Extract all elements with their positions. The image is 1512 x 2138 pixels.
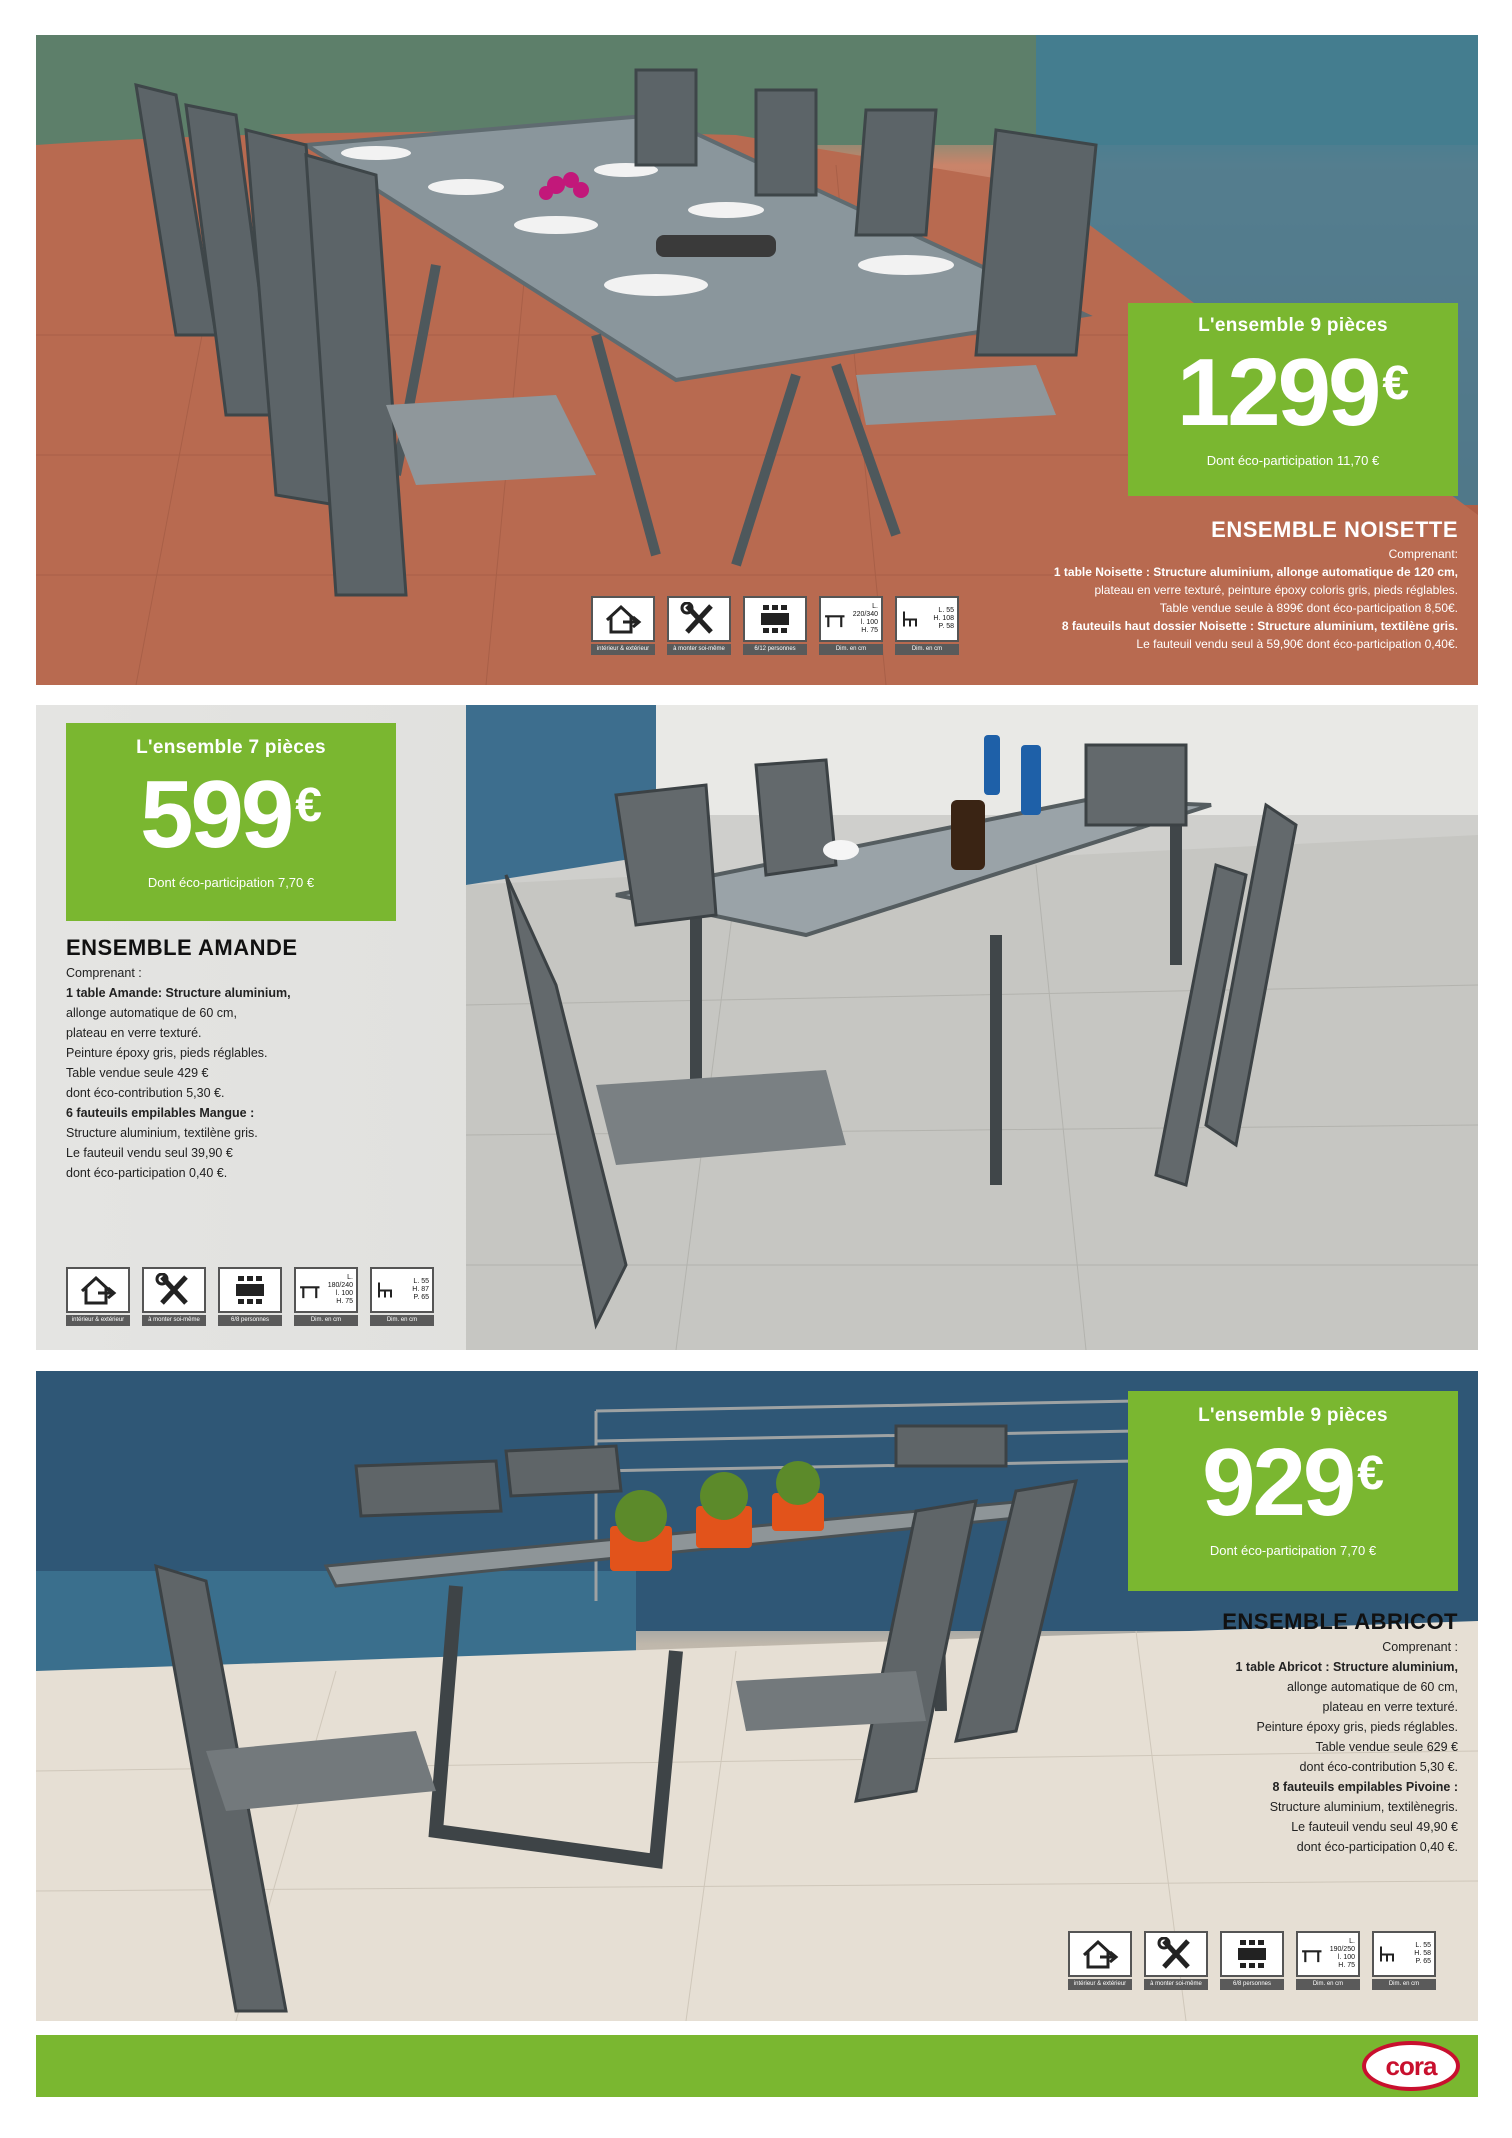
product-panel-amande (36, 705, 1478, 1350)
amande-currency: € (295, 778, 322, 832)
noisette-eco-participation: Dont éco-participation 11,70 € (1206, 453, 1380, 468)
abricot-price: 929€ (1202, 1429, 1384, 1536)
feature-self-assembly: à monter soi-même (1144, 1931, 1208, 1990)
amande-price-box (66, 723, 396, 921)
table-persons-icon (1232, 1937, 1272, 1971)
abricot-price-box (1128, 1391, 1458, 1591)
chair-dimensions-icon (900, 602, 920, 636)
amande-price-label: L'ensemble 7 pièces (136, 737, 326, 758)
amande-title: ENSEMBLE AMANDE (66, 935, 298, 960)
feature-indoor-outdoor: intérieur & extérieur (591, 596, 655, 655)
feature-table-dimensions: L. 180/240 l. 100 H. 75 Dim. en cm (294, 1267, 358, 1326)
feature-indoor-outdoor: intérieur & extérieur (1068, 1931, 1132, 1990)
amande-price: 599€ (140, 761, 322, 868)
noisette-description: Comprenant: 1 table Noisette : Structure aluminium, allonge automatique de 120 cm, plateau en verre texturé, peinture époxy coloris gris, pieds réglables. Table vendue seule à 899€ dont éco-participation 8,50€. 8 fauteuils haut dossier Noisette : Structure aluminium, textilène gris. Le fauteuil vendu seul à 59,90€ dont éco-participation 0,40€. (1053, 547, 1458, 651)
noisette-price: 1299€ (1176, 339, 1410, 446)
cora-logo[interactable] (1362, 2041, 1460, 2091)
abricot-eco-participation: Dont éco-participation 7,70 € (1209, 1543, 1377, 1558)
cora-logo-text: cora (1385, 2050, 1437, 2081)
feature-self-assembly: à monter soi-même (142, 1267, 206, 1326)
noisette-price-label: L'ensemble 9 pièces (1198, 315, 1388, 336)
feature-table-dimensions: L. 220/340 l. 100 H. 75 Dim. en cm (819, 596, 883, 655)
house-arrow-icon (78, 1273, 118, 1307)
chair-dimensions-icon (1377, 1937, 1397, 1971)
tools-icon (679, 602, 719, 636)
abricot-currency: € (1357, 1446, 1384, 1500)
abricot-title: ENSEMBLE ABRICOT (1222, 1609, 1458, 1634)
feature-persons: 6/8 personnes (218, 1267, 282, 1326)
table-persons-icon (755, 602, 795, 636)
noisette-currency: € (1382, 356, 1410, 410)
feature-chair-dimensions: L. 55 H. 58 P. 65 Dim. en cm (1372, 1931, 1436, 1990)
house-arrow-icon (603, 602, 643, 636)
footer-bar (36, 2035, 1478, 2097)
abricot-price-label: L'ensemble 9 pièces (1198, 1405, 1388, 1426)
product-panel-abricot (36, 1371, 1478, 2021)
feature-persons: 6/12 personnes (743, 596, 807, 655)
abricot-description: Comprenant : 1 table Abricot : Structure aluminium, allonge automatique de 60 cm, plateau en verre texturé. Peinture époxy gris, pieds réglables. Table vendue seule 629 € dont éco-contribution 5,30 €. 8 fauteuils empilables Pivoine : Structure aluminium, textilènegris. Le fauteuil vendu seul 49,90 € dont éco-participation 0,40 €. (1235, 1640, 1458, 1854)
tools-icon (1156, 1937, 1196, 1971)
table-dimensions-icon (1301, 1937, 1323, 1971)
amande-eco-participation: Dont éco-participation 7,70 € (147, 875, 315, 890)
amande-feature-icons (66, 1267, 434, 1326)
amande-description: Comprenant : 1 table Amande: Structure aluminium, allonge automatique de 60 cm, plateau en verre texturé. Peinture époxy gris, pieds réglables. Table vendue seule 429 € dont éco-contribution 5,30 €. 6 fauteuils empilables Mangue : Structure aluminium, textilène gris. Le fauteuil vendu seul 39,90 € dont éco-participation 0,40 €. (66, 966, 291, 1180)
noisette-price-box (1128, 303, 1458, 496)
table-persons-icon (230, 1273, 270, 1307)
feature-self-assembly: à monter soi-même (667, 596, 731, 655)
noisette-feature-icons (591, 596, 959, 655)
feature-table-dimensions: L. 190/250 l. 100 H. 75 Dim. en cm (1296, 1931, 1360, 1990)
table-dimensions-icon (299, 1273, 321, 1307)
feature-chair-dimensions: L. 55 H. 87 P. 65 Dim. en cm (370, 1267, 434, 1326)
feature-indoor-outdoor: intérieur & extérieur (66, 1267, 130, 1326)
feature-chair-dimensions: L. 55 H. 108 P. 58 Dim. en cm (895, 596, 959, 655)
product-panel-noisette (36, 35, 1478, 685)
feature-persons: 6/8 personnes (1220, 1931, 1284, 1990)
tools-icon (154, 1273, 194, 1307)
house-arrow-icon (1080, 1937, 1120, 1971)
table-dimensions-icon (824, 602, 846, 636)
noisette-title: ENSEMBLE NOISETTE (1211, 517, 1458, 542)
abricot-feature-icons (1068, 1931, 1436, 1990)
chair-dimensions-icon (375, 1273, 395, 1307)
